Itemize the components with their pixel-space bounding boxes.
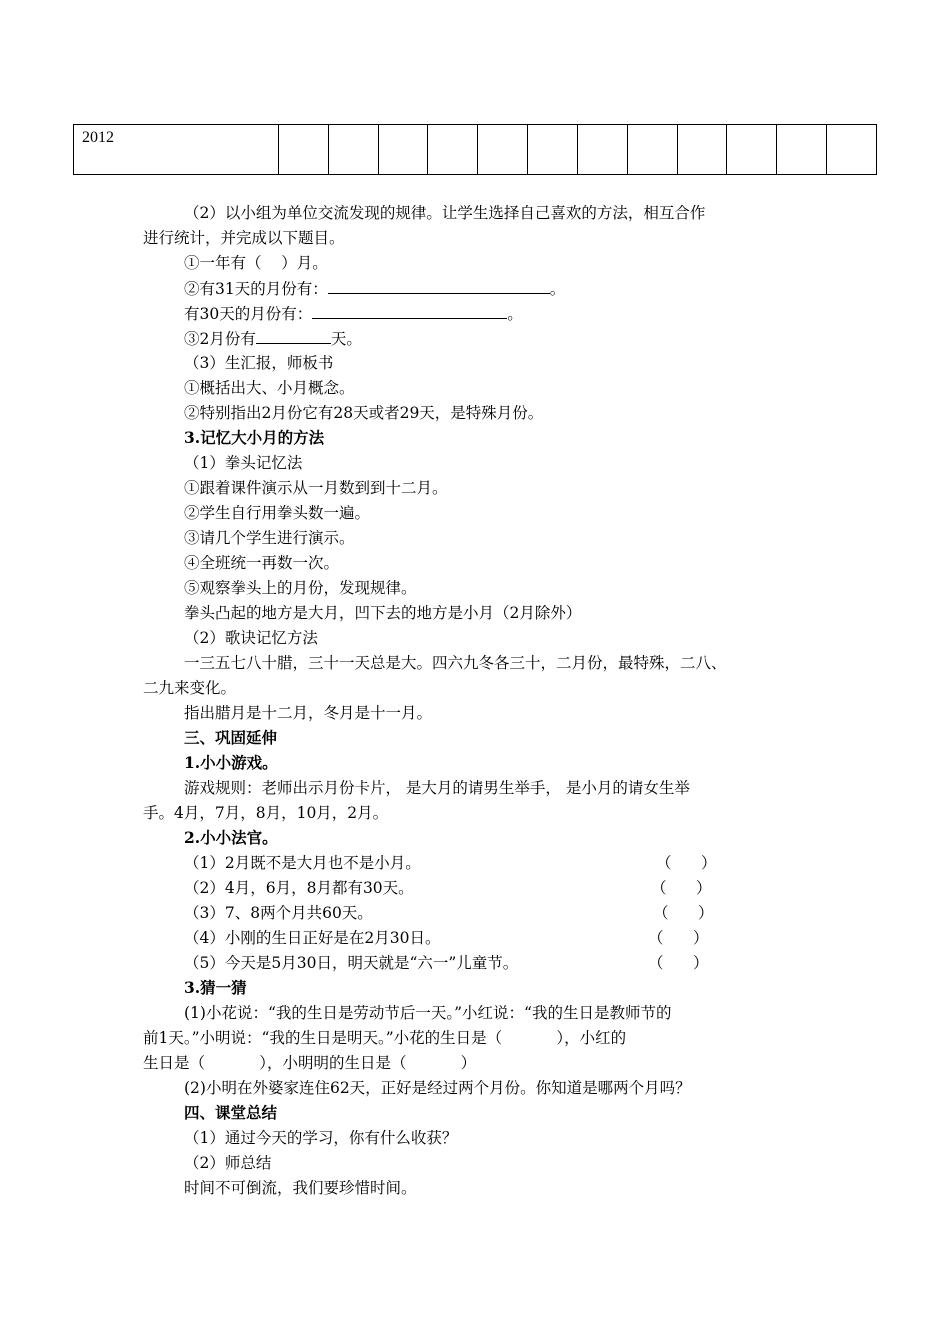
line-text: 四、课堂总结 [184,1103,278,1122]
judge-bracket [656,853,717,873]
line-text: （2）以小组为单位交流发现的规律。让学生选择自己喜欢的方法，相互合作 [184,204,706,222]
text-line [184,1128,457,1148]
judge-bracket [648,953,709,973]
empty-cell [727,125,777,175]
text-line [184,328,362,349]
line-text: 3.记忆大小月的方法 [184,428,325,447]
judge-bracket [648,928,709,948]
line-suffix: 。 [549,280,566,298]
line-text: （4）小刚的生日正好是在2月30日。 [184,929,441,947]
empty-cell [577,125,627,175]
empty-cell [428,125,478,175]
line-text: （ ） [648,929,709,947]
text-line [184,203,705,223]
judge-bracket [653,903,714,923]
text-line [184,953,518,973]
fill-in-blank [328,278,550,294]
line-text: （3）生汇报，师板书 [184,354,334,372]
empty-cell [328,125,378,175]
fill-in-blank [256,328,331,344]
line-text: 3.猜一猜 [184,978,247,997]
line-text: 三、巩固延伸 [184,728,278,747]
text-line [143,1053,476,1073]
line-text: （2）师总结 [184,1154,272,1172]
empty-cell [279,125,329,175]
line-text: ③请几个学生进行演示。 [184,529,355,547]
table-row [74,125,877,175]
line-text: 生日是（ ），小明明的生日是（ ） [143,1054,477,1072]
line-text: 前1天。”小明说：“我的生日是明天。”小花的生日是（ ），小红的 [143,1029,627,1047]
line-text: ①概括出大、小月概念。 [184,379,355,397]
text-line [143,803,388,823]
line-suffix: 。 [507,305,523,323]
text-line [184,1178,417,1198]
text-line [184,878,414,898]
text-line [184,1153,271,1173]
empty-cell [478,125,528,175]
line-text: ④全班统一再数一次。 [184,554,340,572]
text-line [143,678,236,698]
text-line [184,303,523,324]
line-text: 指出腊月是十二月，冬月是十一月。 [184,704,433,722]
line-text: （2）4月，6月，8月都有30天。 [184,879,414,897]
text-line [184,928,440,948]
text-line [184,828,278,848]
line-text: ③2月份有 [184,330,256,348]
line-text: （ ） [656,854,717,872]
line-text: ②有31天的月份有： [184,280,328,298]
line-text: 一三五七八十腊，三十一天总是大。四六九冬各三十，二月份，最特殊，二八、 [184,654,727,672]
judge-bracket [651,878,712,898]
empty-cell [528,125,578,175]
empty-cell [827,125,877,175]
calendar-table [73,124,877,175]
text-line [143,228,345,248]
line-text: 1.小小游戏。 [184,753,278,772]
text-line [184,503,370,523]
line-text: （2）歌诀记忆方法 [184,629,318,647]
line-text: （1）通过今天的学习，你有什么收获？ [184,1129,458,1147]
line-text: ②特别指出2月份它有28天或者29天，是特殊月份。 [184,404,544,422]
empty-cell [777,125,827,175]
line-text: 2.小小法官。 [184,828,278,847]
line-text: ①一年有（ ）月。 [184,254,328,272]
text-line [184,1103,277,1123]
text-line [184,578,417,598]
empty-cell [627,125,677,175]
text-line [184,278,565,299]
text-line [143,1028,626,1048]
text-line [184,453,302,473]
empty-cell [677,125,727,175]
line-text: ①跟着课件演示从一月数到到十二月。 [184,479,448,497]
text-line [184,403,543,423]
text-line [184,728,277,748]
line-text: （1）拳头记忆法 [184,454,303,472]
line-text: 拳头凸起的地方是大月，凹下去的地方是小月（2月除外） [184,604,582,622]
text-line [184,628,318,648]
text-line [184,1078,691,1098]
line-text: 进行统计，并完成以下题目。 [143,229,345,247]
line-text: （ ） [651,879,712,897]
text-line [184,903,373,923]
line-text: （1）2月既不是大月也不是小月。 [184,854,421,872]
line-text: 有30天的月份有： [184,305,313,323]
text-line [184,553,339,573]
line-text: （5）今天是5月30日，明天就是“六一”儿童节。 [184,954,519,972]
text-line [184,603,581,623]
line-suffix: 天。 [330,330,362,348]
line-text: (2)小明在外婆家连住62天，正好是经过两个月份。你知道是哪两个月吗？ [184,1079,691,1097]
line-text: 二九来变化。 [143,679,237,697]
text-line [184,528,355,548]
line-text: 时间不可倒流，我们要珍惜时间。 [184,1179,417,1197]
line-text: ⑤观察拳头上的月份，发现规律。 [184,579,417,597]
line-text: （3）7、8两个月共60天。 [184,904,373,922]
text-line [184,978,247,998]
text-line [184,703,432,723]
text-line [184,353,333,373]
text-line [184,1003,671,1023]
text-line [184,428,324,448]
text-line [184,378,355,398]
text-line [184,853,421,873]
line-text: ②学生自行用拳头数一遍。 [184,504,371,522]
text-line [184,653,727,673]
text-line [184,478,448,498]
line-text: (1)小花说：“我的生日是劳动节后一天。”小红说：“我的生日是教师节的 [184,1004,672,1022]
line-text: （ ） [653,904,714,922]
text-line [184,253,328,273]
year-cell: 2012 [74,125,279,175]
text-line [184,778,690,798]
fill-in-blank [312,303,507,319]
empty-cell [378,125,428,175]
line-text: （ ） [648,954,709,972]
line-text: 游戏规则：老师出示月份卡片， 是大月的请男生举手， 是小月的请女生举 [184,779,690,797]
line-text: 手。4月，7月，8月，10月，2月。 [143,804,389,822]
text-line [184,753,278,773]
